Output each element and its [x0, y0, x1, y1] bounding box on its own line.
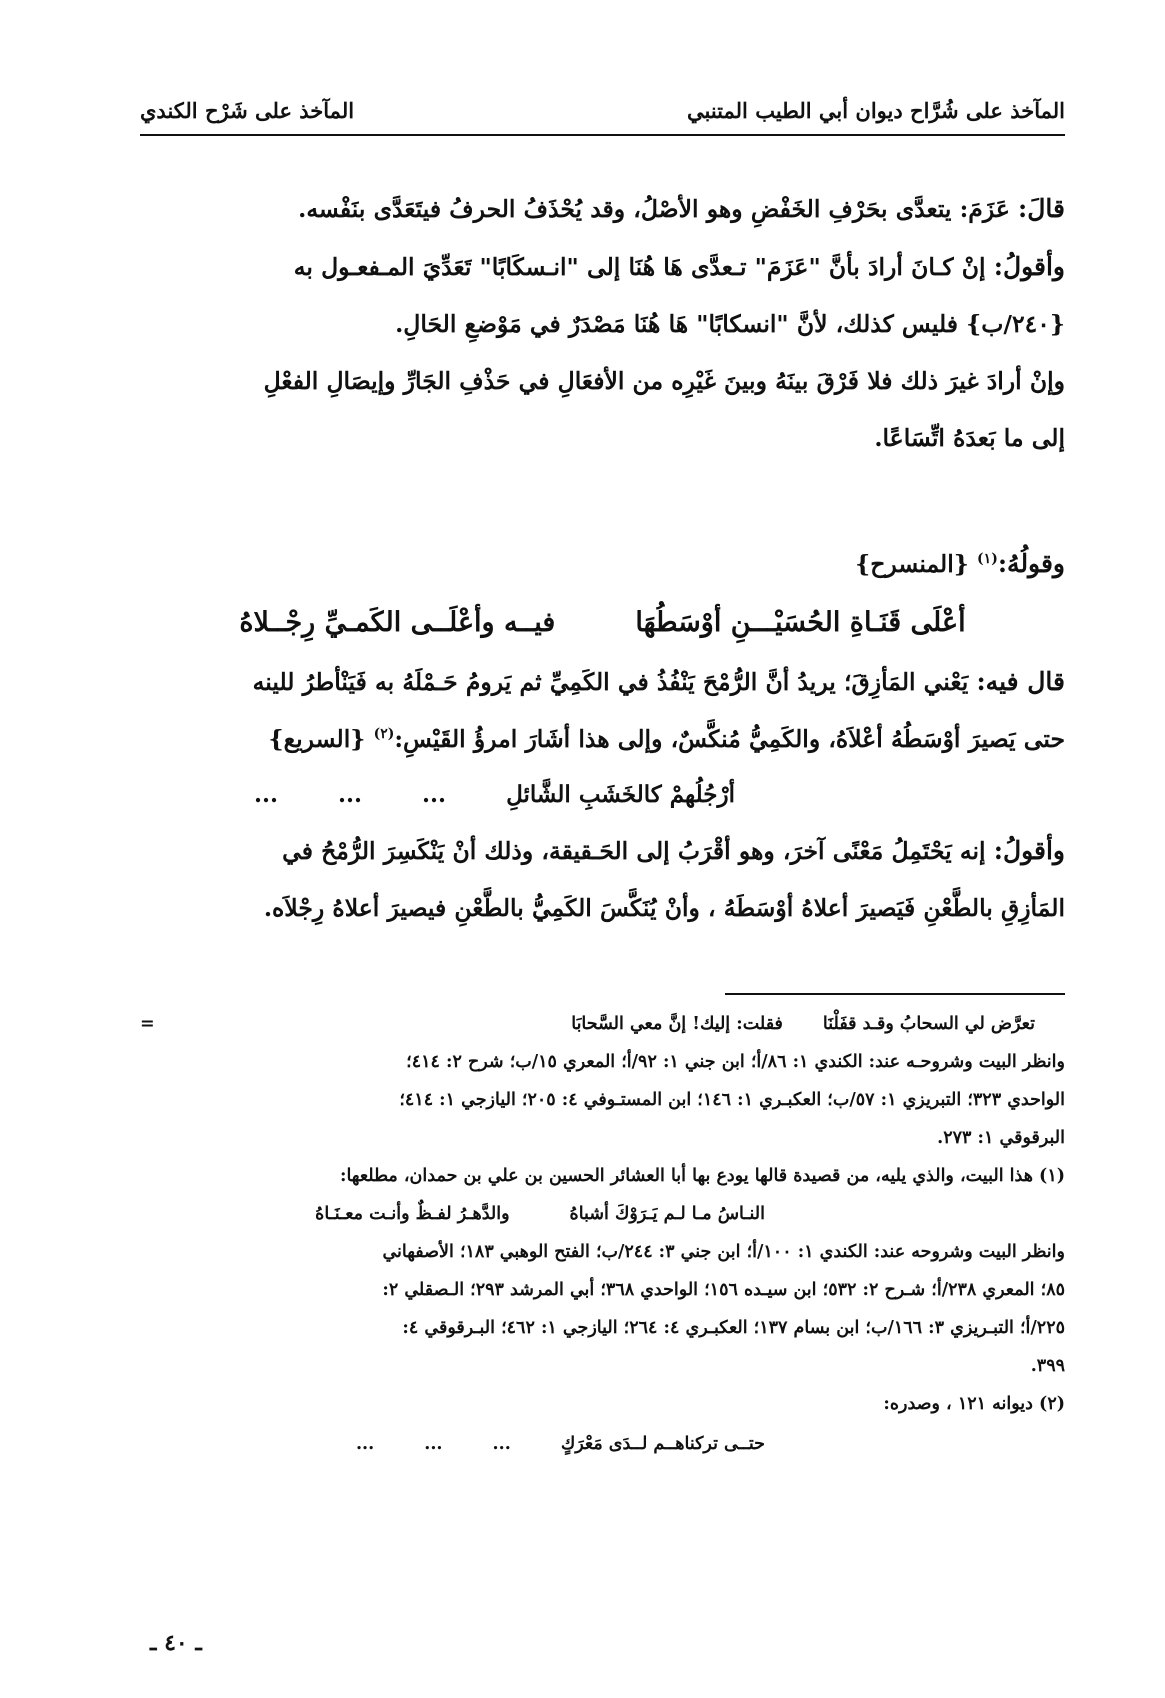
header-right-title: المآخذ على شُرَّاح ديوان أبي الطيب المتنبي	[687, 97, 1065, 123]
footnote-ref-2: (٢)	[373, 726, 395, 743]
paragraph-4-continued	[140, 711, 1065, 768]
paragraph-5-text: إنه يَحْتَمِلُ مَعْنًى آخرَ، وهو أقْرَبُ إلى الحَـقيقة، وذلك أنْ يَنْكَسِرَ الرُّمْحُ في	[282, 837, 986, 865]
paragraph-4	[140, 653, 1065, 711]
paragraph-4-label: قال فيه:	[976, 667, 1065, 696]
footnote-continued-marker: =	[140, 1014, 155, 1034]
footnote-rule	[725, 993, 1065, 995]
footnote-2-dots-2: ...	[424, 1434, 443, 1454]
footnote-2-verse	[140, 1423, 1065, 1465]
footnote-continued-refs-2: الواحدي ٣٢٣؛ التبريزي ١: ٥٧/ب؛ العكبـري ١: ١٤٦؛ ابن المستـوفي ٤: ٢٠٥؛ اليازجي ١: ٤١٤؛	[399, 1090, 1065, 1110]
footnote-1-verse	[140, 1195, 1065, 1233]
quoted-dots-1: ...	[422, 781, 447, 808]
footnote-1-refs-4: ٣٩٩.	[1030, 1356, 1065, 1376]
verse-intro-meter: {المنسرح}	[855, 550, 969, 578]
paragraph-5-continued: المَأزِقِ بالطَّعْنِ فَيَصيرَ أعلاهُ أوْسَطَهُ ، وأنْ يُنَكَّسَ الكَمِيُّ بالطَّعْنِ فيصيرَ أعلاهُ رِجْلاَه.	[263, 894, 1065, 922]
footnote-1-verse-1: النـاسُ مـا لـم يَـرَوْكَ أشباهُ	[569, 1204, 765, 1224]
quoted-dots-2: ...	[338, 781, 363, 808]
verse-line	[140, 593, 1065, 653]
footnote-2-dots-3: ...	[355, 1434, 375, 1454]
paragraph-5	[140, 822, 1065, 880]
footnote-2-verse-text: حتــى تركناهــم لــدَى مَعْرَكٍ	[560, 1434, 765, 1454]
verse-hemistich-1: أعْلَى قَنَـاةِ الحُسَيْـــنِ أوْسَطُهَا	[635, 607, 966, 638]
verse-intro-label: وقولُهُ:	[997, 549, 1065, 578]
quoted-dots-3: ...	[253, 781, 279, 808]
footnote-continued-refs-1: وانظر البيت وشروحـه عند: الكندي ١: ٨٦/أ؛ ابن جني ١: ٩٢/أ؛ المعري ١٥/ب؛ شرح ٢: ٤١٤؛	[406, 1052, 1065, 1072]
paragraph-3: وإنْ أرادَ غيرَ ذلك فلا فَرْقَ بينَهُ وبينَ غَيْرِه من الأفعَالِ في حَذْفِ الجَارِّ وإيصَالِ الفعْلِ	[263, 367, 1065, 395]
paragraph-1-text: عَزَمَ: يتعدَّى بحَرْفِ الخَفْضِ وهو الأصْلُ، وقد يُحْذَفُ الحرفُ فيتَعَدَّى بنَفْسه.	[298, 195, 1010, 223]
paragraph-2	[140, 238, 1065, 296]
footnote-continued-refs-3: البرقوقي ١: ٢٧٣.	[937, 1128, 1065, 1148]
paragraph-2-text: إنْ كـانَ أرادَ بأنَّ "عَزَمَ" تـعدَّى هَا هُنَا إلى "انـسكَابًا" تَعَدِّيَ المـفعـول به	[293, 253, 986, 281]
footnote-ref-1: (١)	[977, 551, 998, 568]
main-text	[140, 180, 1065, 937]
footnote-1-refs-3: ٢٢٥/أ؛ التبـريزي ٣: ١٦٦/ب؛ ابن بسام ١٣٧؛ العكبـري ٤: ٢٦٤؛ اليازجي ١: ٤٦٢؛ البـرقوقي ٤:	[402, 1318, 1065, 1338]
footnote-continued-verse-1: تعرَّض لي السحابُ وقـد قفَلْنَا	[822, 1014, 1035, 1034]
section-gap	[140, 467, 1065, 535]
footnote-1-text: (١) هذا البيت، والذي يليه، من قصيدة قالها يودع بها أبا العشائر الحسين بن علي بن حمدان، مطلعها:	[339, 1166, 1065, 1186]
paragraph-3-continued: إلى ما بَعدَهُ اتِّسَاعًا.	[874, 424, 1065, 452]
paragraph-4-text-b: حتى يَصيرَ أوْسَطُهُ أعْلاَهُ، والكَمِيُّ مُنكَّسٌ، وإلى هذا أشَارَ امرؤُ القَيْسِ:	[394, 725, 1065, 753]
header-left-title: المآخذ على شَرْح الكندي	[140, 97, 355, 123]
paragraph-5-label: وأقولُ:	[993, 836, 1065, 865]
verse-intro	[140, 535, 1065, 593]
footnote-1-refs-1: وانظر البيت وشروحه عند: الكندي ١: ١٠٠/أ؛ ابن جني ٣: ٢٤٤/ب؛ الفتح الوهبي ١٨٣؛ الأصفهاني	[382, 1242, 1065, 1262]
footnotes	[140, 1005, 1065, 1465]
footnote-continued-verse	[140, 1005, 1065, 1043]
paragraph-4-meter: {السريع}	[268, 725, 366, 753]
quoted-hemistich-text: أرْجُلُهمْ كالخَشَبِ الشَّائلِ	[506, 781, 735, 808]
header-rule	[140, 134, 1065, 136]
footnote-2-dots-1: ...	[492, 1434, 511, 1454]
running-header	[140, 88, 1065, 132]
footnote-1-verse-2: والدَّهـرُ لفـظٌ وأنـت معـنَـاهُ	[315, 1204, 510, 1224]
paragraph-4-text: يَعْني المَأزِقَ؛ يريدُ أنَّ الرُّمْحَ يَنْفُذُ في الكَمِيِّ ثم يَرومُ حَـمْلَهُ به فَيَنْأطرُ للينه	[252, 668, 969, 696]
footnote-1-refs-2: ٨٥؛ المعري ٢٣٨/أ؛ شـرح ٢: ٥٣٢؛ ابن سيـده ١٥٦؛ الواحدي ٣٦٨؛ أبي المرشد ٢٩٣؛ الـصقلي ٢:	[382, 1280, 1065, 1300]
paragraph-2-continued: {٢٤٠/ب} فليس كذلك، لأنَّ "انسكابًا" هَا هُنَا مَصْدَرٌ في مَوْضعِ الحَالِ.	[395, 310, 1065, 338]
verse-hemistich-2: فيــه وأعْلَــى الكَمـيِّ رِجْــلاهُ	[239, 607, 556, 638]
footnote-2-text: (٢) ديوانه ١٢١ ، وصدره:	[883, 1394, 1065, 1414]
paragraph-1-label: قالَ:	[1018, 194, 1065, 223]
quoted-hemistich	[140, 768, 1065, 822]
footnote-continued-verse-2: فقلت: إليك! إنَّ معي السَّحابَا	[571, 1014, 783, 1034]
paragraph-2-label: وأقولُ:	[993, 252, 1065, 281]
page-number: ـ ٤٠ ـ	[150, 1630, 202, 1656]
paragraph-1	[140, 180, 1065, 238]
